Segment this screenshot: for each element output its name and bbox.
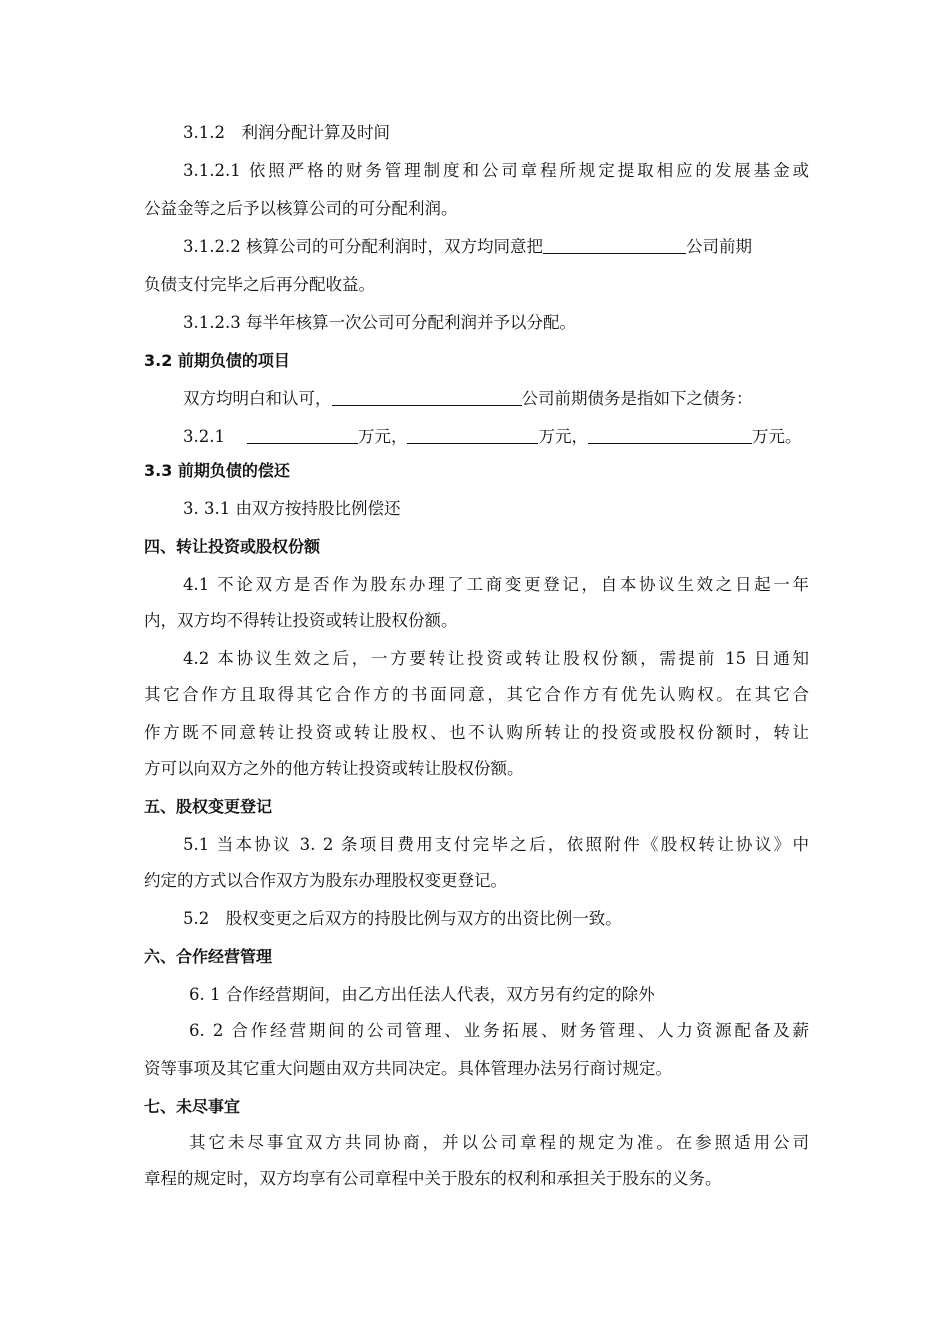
clause-3-2-intro xyxy=(183,387,809,411)
unit-label: 万元， xyxy=(538,427,588,446)
clause-3-1-2-2-text: 3.1.2.2 核算公司的可分配利润时，双方均同意把 xyxy=(183,237,543,256)
clause-6-2-line2: 资等事项及其它重大问题由双方共同决定。具体管理办法另行商讨规定。 xyxy=(144,1059,672,1078)
clause-3-2-text: 双方均明白和认可， xyxy=(183,389,332,408)
clause-3-1-2-1-line1: 3.1.2.1 依照严格的财务管理制度和公司章程所规定提取相应的发展基金或 xyxy=(183,161,809,180)
blank-field xyxy=(407,425,538,444)
clause-3-1-2-2-line1 xyxy=(183,235,809,259)
clause-4-1-line2: 内，双方均不得转让投资或转让股权份额。 xyxy=(144,611,458,630)
clause-3-2-suffix: 公司前期债务是指如下之债务： xyxy=(521,389,753,408)
blank-field xyxy=(543,235,686,254)
heading-7: 七、未尽事宜 xyxy=(144,1097,241,1116)
clause-4-1-line1: 4.1 不论双方是否作为股东办理了工商变更登记，自本协议生效之日起一年 xyxy=(183,575,809,594)
heading-3-3: 3.3 前期负债的偿还 xyxy=(144,461,290,480)
unit-label: 万元。 xyxy=(751,427,802,446)
clause-6-2-line1: 6. 2 合作经营期间的公司管理、业务拓展、财务管理、人力资源配备及薪 xyxy=(189,1021,809,1040)
clause-5-1-line2: 约定的方式以合作双方为股东办理股权变更登记。 xyxy=(144,871,507,890)
clause-3-3-1: 3. 3.1 由双方按持股比例偿还 xyxy=(183,499,401,518)
clause-3-1-2-2-line2: 负债支付完毕之后再分配收益。 xyxy=(144,275,375,294)
unit-label: 万元， xyxy=(357,427,408,446)
section-3-1-2-title: 3.1.2 利润分配计算及时间 xyxy=(183,123,390,142)
clause-6-1: 6. 1 合作经营期间，由乙方出任法人代表，双方另有约定的除外 xyxy=(189,985,655,1004)
heading-5: 五、股权变更登记 xyxy=(144,797,273,816)
clause-4-2-line2: 其它合作方且取得其它合作方的书面同意，其它合作方有优先认购权。在其它合 xyxy=(144,685,809,704)
blank-field xyxy=(247,425,358,444)
clause-4-2-line4: 方可以向双方之外的他方转让投资或转让股权份额。 xyxy=(144,759,524,778)
clause-3-2-1-label: 3.2.1 xyxy=(183,427,225,446)
heading-6: 六、合作经营管理 xyxy=(144,947,273,966)
heading-4: 四、转让投资或股权份额 xyxy=(144,537,321,556)
clause-4-2-line3: 作方既不同意转让投资或转让股权、也不认购所转让的投资或股权份额时，转让 xyxy=(144,723,809,742)
clause-4-2-line1: 4.2 本协议生效之后，一方要转让投资或转让股权份额，需提前 15 日通知 xyxy=(183,649,809,668)
clause-7-line1: 其它未尽事宜双方共同协商，并以公司章程的规定为准。在参照适用公司 xyxy=(189,1133,809,1152)
clause-5-1-line1: 5.1 当本协议 3. 2 条项目费用支付完毕之后，依照附件《股权转让协议》中 xyxy=(183,835,809,854)
heading-3-2: 3.2 前期负债的项目 xyxy=(144,351,290,370)
blank-field xyxy=(588,425,752,444)
clause-3-1-2-1-line2: 公益金等之后予以核算公司的可分配利润。 xyxy=(144,199,458,218)
clause-7-line2: 章程的规定时，双方均享有公司章程中关于股东的权利和承担关于股东的义务。 xyxy=(144,1169,722,1188)
clause-3-2-1 xyxy=(183,425,809,449)
clause-3-1-2-2-suffix: 公司前期 xyxy=(685,237,752,256)
clause-5-2: 5.2 股权变更之后双方的持股比例与双方的出资比例一致。 xyxy=(183,909,622,928)
clause-3-1-2-3: 3.1.2.3 每半年核算一次公司可分配利润并予以分配。 xyxy=(183,313,576,332)
blank-field xyxy=(332,387,522,406)
